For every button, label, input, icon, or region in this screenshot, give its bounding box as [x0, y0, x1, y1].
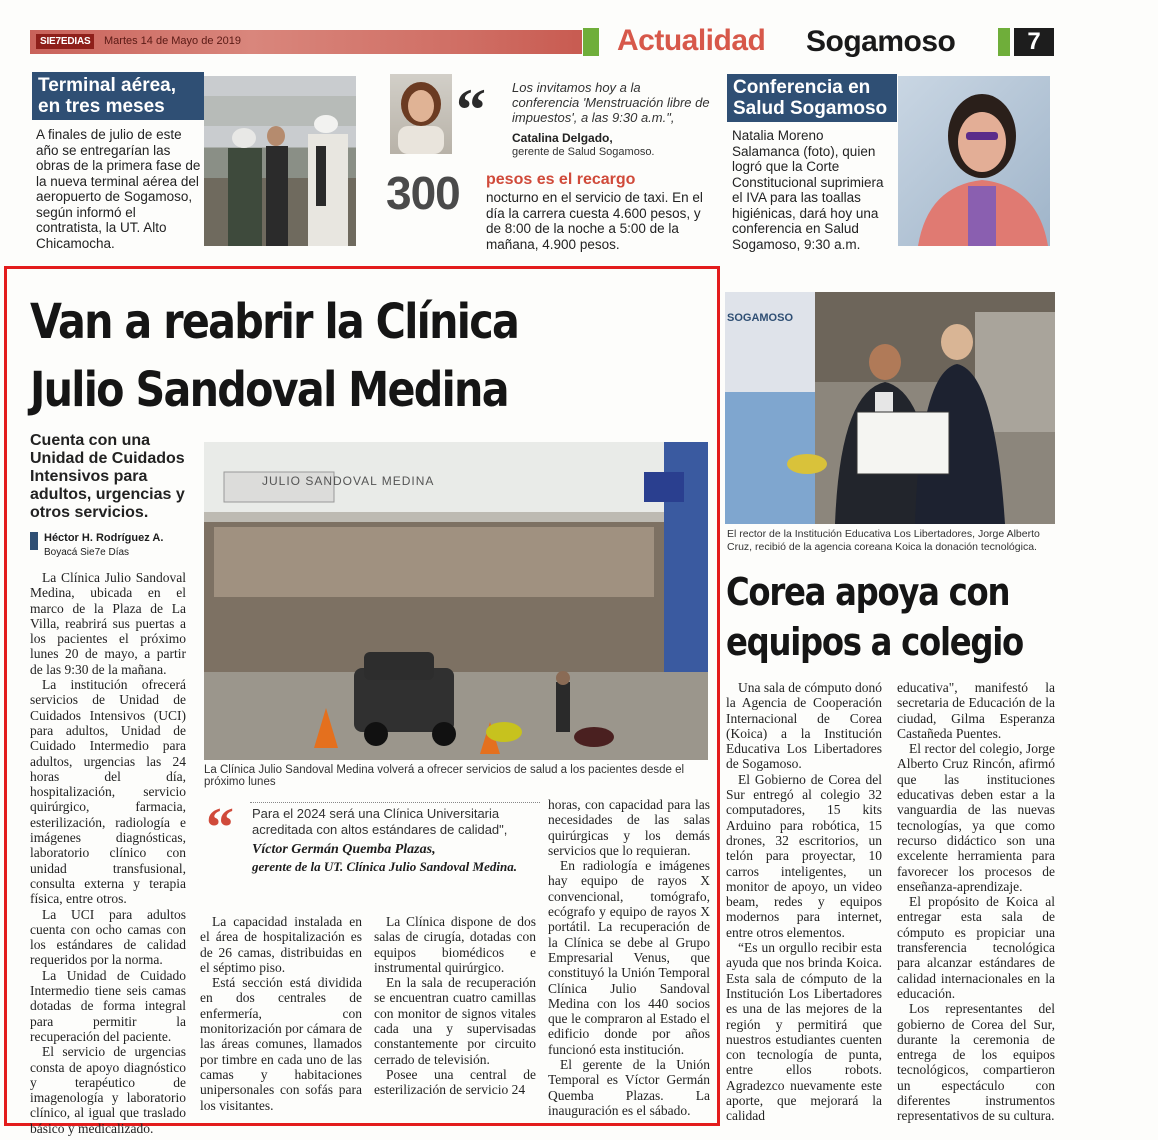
- paragraph: El servicio de urgencias consta de apoyo diagnóstico y terapéutico de imagenología y laboratorio clínico, al igual que traslado básico y medicalizado.: [30, 1044, 186, 1136]
- paragraph: La institución ofrecerá servicios de Unidad de Cuidados Intensivos (UCI) para adultos, Unidad de Cuidado Intermedio para adultos, urgencias las 24 horas del día, hospitalización, servicio quirúrgico, farmacia, esterilización, radiología e imágenes diagnósticas, laboratorio clínico con unidad transfusional, consulta externa y terapia física, entre otros.: [30, 677, 186, 907]
- page-accent-bar: [998, 28, 1010, 56]
- clinic-sign: JULIO SANDOVAL MEDINA: [262, 474, 435, 488]
- paragraph: El gerente de la Unión Temporal es Víctor Germán Quemba Plazas. La inauguración es el sábado.: [548, 1057, 710, 1118]
- paragraph: educativa", manifestó la secretaria de Educación de la ciudad, Gilma Esperanza Castañeda Puentes.: [897, 680, 1055, 741]
- main-col3: [374, 914, 536, 1098]
- surcharge-number: 300: [386, 167, 460, 219]
- pull-quote-author: Víctor Germán Quemba Plazas,: [252, 842, 436, 857]
- paragraph: horas, con capacidad para las necesidades de las salas quirúrgicas y los demás servicios que lo requieran.: [548, 797, 710, 858]
- clinic-photo-caption: La Clínica Julio Sandoval Medina volverá a ofrecer servicios de salud a los pacientes desde el próximo lunes: [204, 764, 685, 788]
- portrait-figure: [390, 74, 452, 154]
- catalina-delgado-photo: [390, 74, 452, 154]
- corea-headline-line1: Corea apoya con: [726, 570, 1010, 614]
- corea-col2: [897, 680, 1055, 1124]
- surcharge-heading: pesos es el recargo: [486, 171, 636, 188]
- paragraph: “Es un orgullo recibir esta ayuda que nos brinda Koica. Esta sala de cómputo de la Institución Los Libertadores es una de las mejores de la región y permitirá que nuestros estudiantes cuenten con tecnología de punta, entre ellos robots. Agradezco nuevamente este aporte, que mejorará la calidad: [726, 940, 882, 1124]
- pull-quote-text: Para el 2024 será una Clínica Universitaria acreditada con altos estándares de calidad",: [252, 806, 508, 837]
- section-city: Sogamoso: [806, 25, 956, 58]
- page-number: 7: [1014, 28, 1054, 56]
- corea-photo-banner: SOGAMOSO: [727, 312, 794, 324]
- paragraph: Posee una central de esterilización de servicio 24: [374, 1066, 536, 1098]
- corea-col1: [726, 680, 882, 1124]
- paragraph: La Clínica Julio Sandoval Medina, ubicada en el marco de la Plaza de La Villa, reabrirá sus puertas a los pacientes el próximo lunes 20 de mayo, a partir de las 9:30 de la mañana.: [30, 570, 186, 677]
- paragraph: Una sala de cómputo donó la Agencia de Cooperación Internacional de Corea (Koica) a la Institución Educativa Los Libertadores de Sogamoso.: [726, 680, 882, 772]
- terminal-photo-figures: [204, 76, 356, 246]
- main-headline-line1: Van a reabrir la Clínica: [30, 294, 519, 350]
- paragraph: La Unidad de Cuidado Intermedio tiene seis camas dotadas de forma integral para permitir la recuperación del paciente.: [30, 967, 186, 1044]
- portrait-figure: [898, 76, 1050, 246]
- conferencia-text: Natalia Moreno Salamanca (foto), quien logró que la Corte Constitucional suprimiera el IVA para las toallas higiénicas, dará hoy una conferencia en Salud Sogamoso, 9:30 a.m.: [732, 128, 884, 252]
- paragraph: En la sala de recuperación se encuentran cuatro camillas con monitor de signos vitales cada una y supervisadas constantemente por circuito cerrado de televisión.: [374, 975, 536, 1067]
- quote-mark-icon: “: [456, 77, 486, 143]
- paragraph: En radiología e imágenes hay equipo de rayos X convencional, tomógrafo, ecógrafo y equipo de rayos X portátil. La recuperación de la Clínica se debe al Grupo Empresarial Venus, que constituyó la Unión Temporal Clínica Julio Sandoval Medina con los 440 socios que le compraron al Estado el edificio donde por años funcionó esta institución.: [548, 858, 710, 1057]
- corea-photo-scene: [725, 292, 1055, 524]
- terminal-photo: [204, 76, 356, 246]
- author-name: Héctor H. Rodríguez A.: [44, 532, 164, 544]
- paragraph: La capacidad instalada en el área de hospitalización es de 26 camas, distribuidas en el séptimo piso.: [200, 914, 362, 975]
- newspaper-logo: SIE7EDIAS: [36, 34, 94, 49]
- header-accent-bar: [583, 28, 599, 56]
- quote-text: Los invitamos hoy a la conferencia 'Menstruación libre de impuestos', a las 9:30 a.m.",: [512, 80, 710, 125]
- main-subhead: Cuenta con una Unidad de Cuidados Intensivos para adultos, urgencias y otros servicios.: [30, 432, 185, 521]
- clinic-photo-scene: [204, 442, 708, 760]
- paragraph: El propósito de Koica al entregar esta sala de cómputo es propiciar una transferencia tecnológica para alcanzar estándares de calidad internacionales en la educación.: [897, 894, 1055, 1001]
- pull-quote-mark-icon: “: [206, 797, 234, 859]
- section-title: Actualidad: [617, 24, 766, 57]
- paragraph: La UCI para adultos cuenta con ocho camas con los estándares de calidad requeridos por la norma.: [30, 906, 186, 968]
- byline-marker: [30, 532, 38, 550]
- corea-photo: [725, 292, 1055, 524]
- clinic-photo: [204, 442, 708, 760]
- pull-quote-rule: [250, 802, 540, 803]
- author-org: Boyacá Sie7e Días: [44, 547, 130, 558]
- conferencia-title: Conferencia en Salud Sogamoso: [727, 74, 897, 122]
- quote-author: Catalina Delgado,: [512, 131, 613, 145]
- main-headline-line2: Julio Sandoval Medina: [30, 362, 508, 418]
- terminal-title: Terminal aérea, en tres meses: [32, 72, 204, 120]
- quote-author-role: gerente de Salud Sogamoso.: [512, 146, 655, 158]
- terminal-text: A finales de julio de este año se entregarían las obras de la primera fase de la nueva terminal aérea del aeropuerto de Sogamoso, según informó el contratista, la UT. Alto Chicamocha.: [36, 127, 201, 251]
- paragraph: El rector del colegio, Jorge Alberto Cruz Rincón, afirmó que las instituciones educativas deben estar a la vanguardia de las nuevas tecnologías, ya que como recurso didáctico son una excelente herramienta para favorecer los procesos de enseñanza-aprendizaje.: [897, 741, 1055, 894]
- corea-photo-caption: El rector de la Institución Educativa Los Libertadores, Jorge Alberto Cruz, recibió de la agencia coreana Koica la donación tecnológica.: [727, 528, 1040, 553]
- natalia-moreno-photo: [898, 76, 1050, 246]
- main-col4: [548, 797, 710, 1118]
- corea-headline-line2: equipos a colegio: [726, 620, 1023, 664]
- issue-date: Martes 14 de Mayo de 2019: [104, 35, 241, 47]
- surcharge-text: nocturno en el servicio de taxi. En el día la carrera cuesta 4.600 pesos, y de 8:00 de la noche a 5:00 de la mañana, 4.900 pesos.: [486, 190, 703, 252]
- main-col2: [200, 914, 362, 1113]
- paragraph: Los representantes del gobierno de Corea del Sur, durante la ceremonia de entrega de los equipos tecnológicos, compartieron un espectáculo con diferentes instrumentos representativos de su cultura.: [897, 1001, 1055, 1124]
- paragraph: La Clínica dispone de dos salas de cirugía, dotadas con equipos biomédicos e instrumental quirúrgico.: [374, 914, 536, 975]
- paragraph: Está sección está dividida en dos centrales de enfermería, con monitorización por cámara de las áreas comunes, llamados por timbre en cada uno de las camas y habitaciones unipersonales con sofás para los visitantes.: [200, 975, 362, 1113]
- main-col1: [30, 570, 186, 1136]
- pull-quote-author-role: gerente de la UT. Clínica Julio Sandoval Medina.: [252, 859, 517, 874]
- paragraph: El Gobierno de Corea del Sur entregó al colegio 32 computadores, 15 kits Arduino para robótica, 15 drones, 32 escritorios, un telón para proyectar, 10 carros inteligentes, un monitor de apoyo, un video beam, redes y equipos modernos para internet, entre otros elementos.: [726, 771, 882, 940]
